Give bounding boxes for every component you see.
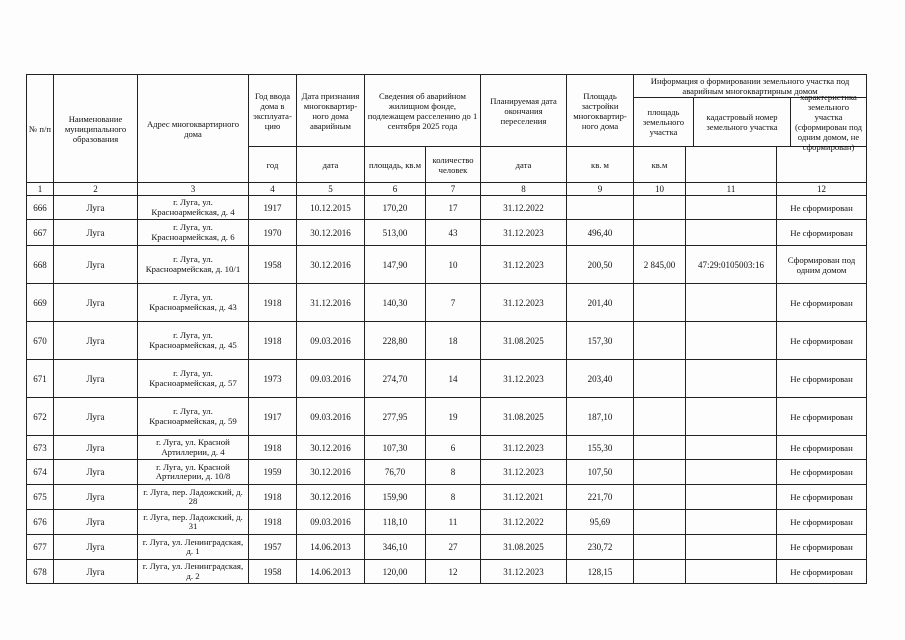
cell-municipality: Луга (54, 360, 138, 398)
cell-planned-date: 31.08.2025 (481, 535, 567, 560)
cell-address: г. Луга, ул. Красноармейская, д. 10/1 (138, 246, 249, 284)
cell-planned-date: 31.12.2021 (481, 485, 567, 510)
cell-planned-date: 31.12.2023 (481, 460, 567, 485)
cell-municipality: Луга (54, 322, 138, 360)
cell-building-area: 187,10 (567, 398, 634, 436)
cell-building-area: 107,50 (567, 460, 634, 485)
cell-building-area: 203,40 (567, 360, 634, 398)
cell-area: 228,80 (365, 322, 426, 360)
cell-planned-date: 31.12.2022 (481, 196, 567, 220)
cell-land-status: Не сформирован (777, 322, 867, 360)
header-cadastral-number: кадастровый номер земельного участка (694, 98, 791, 146)
cell-people: 8 (426, 460, 481, 485)
cell-num: 674 (27, 460, 54, 485)
cell-address: г. Луга, ул. Ленинградская, д. 1 (138, 535, 249, 560)
header-municipality: Наименование муниципального образования (54, 75, 138, 183)
cell-land-status: Не сформирован (777, 485, 867, 510)
table-row (27, 535, 867, 560)
cell-people: 19 (426, 398, 481, 436)
cell-land-status: Не сформирован (777, 460, 867, 485)
cell-land-area (634, 196, 686, 220)
cell-land-area (634, 485, 686, 510)
emergency-housing-table (26, 74, 867, 584)
cell-cadastral-number (686, 485, 777, 510)
cell-date: 09.03.2016 (297, 360, 365, 398)
cell-building-area: 200,50 (567, 246, 634, 284)
cell-num: 668 (27, 246, 54, 284)
cell-num: 675 (27, 485, 54, 510)
cell-land-status: Не сформирован (777, 510, 867, 535)
cell-year: 1918 (249, 485, 297, 510)
cell-municipality: Луга (54, 560, 138, 584)
cell-land-status: Не сформирован (777, 398, 867, 436)
cell-cadastral-number (686, 322, 777, 360)
cell-planned-date: 31.12.2023 (481, 360, 567, 398)
cell-area: 147,90 (365, 246, 426, 284)
cell-cadastral-number (686, 398, 777, 436)
cell-address: г. Луга, ул. Ленинградская, д. 2 (138, 560, 249, 584)
cell-num: 673 (27, 436, 54, 460)
cell-land-status: Не сформирован (777, 535, 867, 560)
header-land-group (634, 75, 867, 152)
header-year: Год ввода дома в эксплуата- цию (249, 75, 297, 147)
cell-land-status: Сформирован под одним домом (777, 246, 867, 284)
header-land-info: Информация о формировании земельного участка под аварийным многоквартирным домом (634, 75, 866, 98)
cell-municipality: Луга (54, 284, 138, 322)
cell-num: 677 (27, 535, 54, 560)
cell-planned-date: 31.12.2023 (481, 284, 567, 322)
cell-cadastral-number (686, 196, 777, 220)
cell-municipality: Луга (54, 398, 138, 436)
table-row (27, 560, 867, 584)
cell-date: 10.12.2015 (297, 196, 365, 220)
cell-year: 1918 (249, 436, 297, 460)
cell-address: г. Луга, ул. Красной Артиллерии, д. 10/8 (138, 460, 249, 485)
column-number: 8 (481, 183, 567, 196)
cell-address: г. Луга, ул. Красной Артиллерии, д. 4 (138, 436, 249, 460)
cell-building-area: 155,30 (567, 436, 634, 460)
cell-area: 170,20 (365, 196, 426, 220)
cell-people: 10 (426, 246, 481, 284)
cell-municipality: Луга (54, 510, 138, 535)
cell-address: г. Луга, пер. Ладожский, д. 31 (138, 510, 249, 535)
cell-people: 17 (426, 196, 481, 220)
cell-land-status: Не сформирован (777, 220, 867, 246)
cell-num: 676 (27, 510, 54, 535)
cell-num: 669 (27, 284, 54, 322)
unit-land-sqm: кв.м (634, 147, 686, 183)
column-number: 5 (297, 183, 365, 196)
cell-area: 159,90 (365, 485, 426, 510)
cell-building-area: 201,40 (567, 284, 634, 322)
column-number: 1 (27, 183, 54, 196)
cell-cadastral-number (686, 460, 777, 485)
cell-planned-date: 31.12.2023 (481, 220, 567, 246)
header-num: № п/п (27, 75, 54, 183)
cell-municipality: Луга (54, 535, 138, 560)
table-row (27, 436, 867, 460)
cell-year: 1973 (249, 360, 297, 398)
cell-cadastral-number (686, 360, 777, 398)
cell-num: 670 (27, 322, 54, 360)
cell-land-area (634, 284, 686, 322)
cell-num: 666 (27, 196, 54, 220)
cell-date: 14.06.2013 (297, 535, 365, 560)
header-planned-date: Планируемая дата окончания переселения (481, 75, 567, 147)
cell-building-area: 157,30 (567, 322, 634, 360)
column-number: 11 (686, 183, 777, 196)
cell-date: 31.12.2016 (297, 284, 365, 322)
cell-area: 140,30 (365, 284, 426, 322)
cell-area: 277,95 (365, 398, 426, 436)
cell-date: 30.12.2016 (297, 436, 365, 460)
cell-people: 43 (426, 220, 481, 246)
cell-people: 27 (426, 535, 481, 560)
unit-date: дата (297, 147, 365, 183)
cell-address: г. Луга, ул. Красноармейская, д. 57 (138, 360, 249, 398)
cell-address: г. Луга, ул. Красноармейская, д. 43 (138, 284, 249, 322)
cell-year: 1958 (249, 560, 297, 584)
cell-year: 1959 (249, 460, 297, 485)
cell-cadastral-number (686, 560, 777, 584)
cell-cadastral-number: 47:29:0105003:16 (686, 246, 777, 284)
table-row (27, 246, 867, 284)
cell-num: 671 (27, 360, 54, 398)
column-number: 6 (365, 183, 426, 196)
header-building-area: Площадь застройки многоквартир- ного дома (567, 75, 634, 147)
cell-land-status: Не сформирован (777, 560, 867, 584)
cell-land-area (634, 460, 686, 485)
header-land-subcols (634, 92, 866, 152)
table-row (27, 510, 867, 535)
cell-area: 346,10 (365, 535, 426, 560)
cell-cadastral-number (686, 510, 777, 535)
cell-people: 11 (426, 510, 481, 535)
cell-people: 8 (426, 485, 481, 510)
header-housing-info: Сведения об аварийном жилищном фонде, подлежащем расселению до 1 сентября 2025 года (365, 75, 481, 147)
cell-cadastral-number (686, 535, 777, 560)
cell-municipality: Луга (54, 436, 138, 460)
cell-planned-date: 31.12.2022 (481, 510, 567, 535)
cell-people: 12 (426, 560, 481, 584)
cell-cadastral-number (686, 220, 777, 246)
unit-planned-date: дата (481, 147, 567, 183)
column-number: 7 (426, 183, 481, 196)
table-row (27, 485, 867, 510)
cell-land-area (634, 510, 686, 535)
cell-address: г. Луга, ул. Красноармейская, д. 45 (138, 322, 249, 360)
cell-planned-date: 31.12.2023 (481, 436, 567, 460)
cell-address: г. Луга, ул. Красноармейская, д. 6 (138, 220, 249, 246)
cell-planned-date: 31.12.2023 (481, 560, 567, 584)
cell-year: 1957 (249, 535, 297, 560)
cell-year: 1918 (249, 284, 297, 322)
cell-land-area (634, 220, 686, 246)
cell-date: 30.12.2016 (297, 246, 365, 284)
table-row (27, 398, 867, 436)
column-number-row (27, 183, 867, 196)
cell-land-area (634, 436, 686, 460)
cell-area: 120,00 (365, 560, 426, 584)
cell-municipality: Луга (54, 196, 138, 220)
cell-area: 76,70 (365, 460, 426, 485)
table-row (27, 220, 867, 246)
table-body (27, 196, 867, 584)
cell-area: 107,30 (365, 436, 426, 460)
cell-year: 1917 (249, 196, 297, 220)
cell-people: 7 (426, 284, 481, 322)
cell-area: 513,00 (365, 220, 426, 246)
cell-year: 1917 (249, 398, 297, 436)
table-row (27, 460, 867, 485)
cell-municipality: Луга (54, 485, 138, 510)
cell-building-area: 496,40 (567, 220, 634, 246)
unit-area: площадь, кв.м (365, 147, 426, 183)
unit-people: количество человек (426, 147, 481, 183)
cell-planned-date: 31.12.2023 (481, 246, 567, 284)
cell-building-area: 221,70 (567, 485, 634, 510)
cell-land-area (634, 535, 686, 560)
column-number: 2 (54, 183, 138, 196)
column-number: 9 (567, 183, 634, 196)
header-land-characteristic: характеристика земельного участка (сформирован под одним домом, не сформирован) (795, 92, 862, 152)
cell-num: 678 (27, 560, 54, 584)
cell-land-area (634, 322, 686, 360)
cell-address: г. Луга, ул. Красноармейская, д. 4 (138, 196, 249, 220)
cell-year: 1958 (249, 246, 297, 284)
cell-planned-date: 31.08.2025 (481, 398, 567, 436)
table-row (27, 196, 867, 220)
table-row (27, 284, 867, 322)
cell-date: 30.12.2016 (297, 460, 365, 485)
table-header (27, 75, 867, 196)
unit-cadastral-empty (686, 147, 777, 183)
cell-year: 1918 (249, 510, 297, 535)
cell-land-status: Не сформирован (777, 196, 867, 220)
unit-year: год (249, 147, 297, 183)
column-number: 10 (634, 183, 686, 196)
cell-land-status: Не сформирован (777, 436, 867, 460)
cell-land-area (634, 360, 686, 398)
cell-date: 30.12.2016 (297, 220, 365, 246)
column-number: 4 (249, 183, 297, 196)
cell-area: 274,70 (365, 360, 426, 398)
cell-planned-date: 31.08.2025 (481, 322, 567, 360)
column-number: 3 (138, 183, 249, 196)
header-date-recognition: Дата признания многоквартир- ного дома аварийным (297, 75, 365, 147)
cell-people: 6 (426, 436, 481, 460)
cell-municipality: Луга (54, 460, 138, 485)
header-address: Адрес многоквартирного дома (138, 75, 249, 183)
cell-people: 14 (426, 360, 481, 398)
cell-date: 09.03.2016 (297, 398, 365, 436)
cell-cadastral-number (686, 284, 777, 322)
cell-municipality: Луга (54, 220, 138, 246)
table-row (27, 360, 867, 398)
cell-land-area (634, 560, 686, 584)
cell-building-area: 128,15 (567, 560, 634, 584)
cell-date: 09.03.2016 (297, 322, 365, 360)
cell-land-area (634, 398, 686, 436)
header-land-area: площадь земельного участка (634, 98, 694, 146)
cell-date: 09.03.2016 (297, 510, 365, 535)
cell-building-area: 230,72 (567, 535, 634, 560)
column-number: 12 (777, 183, 867, 196)
cell-area: 118,10 (365, 510, 426, 535)
cell-year: 1918 (249, 322, 297, 360)
cell-land-status: Не сформирован (777, 284, 867, 322)
cell-date: 14.06.2013 (297, 560, 365, 584)
cell-municipality: Луга (54, 246, 138, 284)
cell-land-status: Не сформирован (777, 360, 867, 398)
table-row (27, 322, 867, 360)
unit-sqm: кв. м (567, 147, 634, 183)
cell-date: 30.12.2016 (297, 485, 365, 510)
cell-address: г. Луга, пер. Ладожский, д. 28 (138, 485, 249, 510)
cell-land-area: 2 845,00 (634, 246, 686, 284)
cell-address: г. Луга, ул. Красноармейская, д. 59 (138, 398, 249, 436)
cell-num: 672 (27, 398, 54, 436)
cell-cadastral-number (686, 436, 777, 460)
cell-building-area: 95,69 (567, 510, 634, 535)
cell-people: 18 (426, 322, 481, 360)
cell-year: 1970 (249, 220, 297, 246)
cell-num: 667 (27, 220, 54, 246)
cell-building-area (567, 196, 634, 220)
